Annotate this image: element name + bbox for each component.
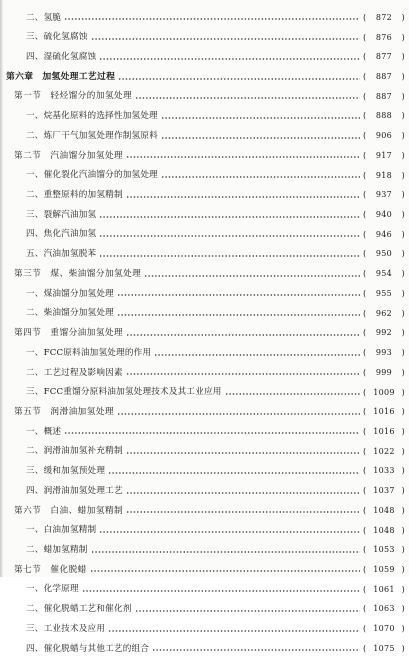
dot-leader bbox=[126, 156, 360, 158]
toc-entry-page-number bbox=[363, 408, 405, 416]
toc-entry-item bbox=[0, 284, 409, 304]
paren-open: ( bbox=[363, 624, 367, 634]
paren-close: ) bbox=[401, 426, 405, 436]
page-number-value: 937 bbox=[375, 190, 393, 200]
dot-leader bbox=[126, 511, 360, 513]
page-number-value: 887 bbox=[375, 72, 393, 82]
toc-entry-page-number bbox=[363, 290, 405, 298]
toc-entry-section bbox=[0, 87, 409, 107]
toc-entry-page-number bbox=[363, 625, 405, 633]
paren-open: ( bbox=[363, 32, 367, 42]
toc-entry-title: 四、催化脱蜡与其他工艺的组合 bbox=[26, 643, 150, 654]
page-number-value: 1048 bbox=[373, 505, 395, 515]
paren-close: ) bbox=[401, 72, 405, 82]
toc-entry-title: 三、裂解汽油加氢 bbox=[26, 209, 97, 220]
toc-entry-title: 二、柴油馏分加氢处理 bbox=[26, 308, 114, 319]
paren-open: ( bbox=[363, 348, 367, 358]
toc-entry-page-number bbox=[363, 389, 405, 397]
paren-close: ) bbox=[401, 348, 405, 358]
dot-leader bbox=[144, 275, 360, 277]
paren-open: ( bbox=[363, 584, 367, 594]
toc-entry-title: 三、工业技术及应用 bbox=[26, 623, 106, 634]
toc-entry-item bbox=[0, 540, 409, 560]
dot-leader bbox=[126, 334, 360, 336]
paren-close: ) bbox=[401, 525, 405, 535]
paren-close: ) bbox=[401, 407, 405, 417]
paren-open: ( bbox=[363, 288, 367, 298]
paren-close: ) bbox=[401, 131, 405, 141]
page-number-value: 917 bbox=[375, 150, 393, 160]
toc-entry-item bbox=[0, 126, 409, 146]
toc-entry-item bbox=[0, 225, 409, 245]
toc-entry-section bbox=[0, 501, 409, 521]
dot-leader bbox=[225, 393, 360, 395]
paren-close: ) bbox=[401, 229, 405, 239]
paren-open: ( bbox=[363, 643, 367, 653]
toc-entry-title: 第三节 煤、柴油馏分加氢处理 bbox=[14, 268, 142, 279]
toc-entry-page-number bbox=[363, 448, 405, 456]
paren-close: ) bbox=[401, 367, 405, 377]
paren-open: ( bbox=[363, 91, 367, 101]
paren-open: ( bbox=[363, 446, 367, 456]
paren-open: ( bbox=[363, 52, 367, 62]
toc-entry-title: 一、FCC原料油加氢处理的作用 bbox=[26, 347, 152, 358]
toc-entry-title: 一、煤油馏分加氢处理 bbox=[26, 288, 114, 299]
dot-leader bbox=[99, 58, 360, 60]
toc-entry-chapter bbox=[0, 67, 409, 87]
toc-entry-page-number bbox=[363, 507, 405, 515]
toc-entry-title: 一、烷基化原料的选择性加氢处理 bbox=[26, 111, 158, 122]
paren-close: ) bbox=[401, 150, 405, 160]
toc-entry-item bbox=[0, 462, 409, 482]
toc-entry-title: 第六节 白油、蜡加氢精制 bbox=[14, 505, 124, 516]
toc-entry-item bbox=[0, 245, 409, 265]
dot-leader bbox=[126, 492, 360, 494]
toc-entry-item bbox=[0, 600, 409, 620]
dot-leader bbox=[99, 531, 360, 533]
toc-entry-title: 一、化学原理 bbox=[26, 584, 79, 595]
dot-leader bbox=[108, 472, 360, 474]
toc-entry-page-number bbox=[363, 566, 405, 574]
toc-entry-title: 第七节 催化脱蜡 bbox=[14, 564, 87, 575]
toc-entry-title: 四、湿硫化氢腐蚀 bbox=[26, 52, 97, 62]
toc-entry-page-number bbox=[363, 645, 405, 653]
paren-close: ) bbox=[401, 446, 405, 456]
toc-entry-item bbox=[0, 205, 409, 225]
page-number-value: 872 bbox=[375, 12, 393, 22]
dot-leader bbox=[161, 117, 360, 119]
toc-entry-page-number bbox=[363, 191, 405, 199]
dot-leader bbox=[82, 590, 360, 592]
toc-entry-page-number bbox=[363, 329, 405, 337]
toc-entry-title: 二、催化脱蜡工艺和催化剂 bbox=[26, 604, 132, 615]
paren-open: ( bbox=[363, 308, 367, 318]
toc-entry-item bbox=[0, 580, 409, 600]
toc-entry-page-number bbox=[363, 349, 405, 357]
paren-open: ( bbox=[363, 426, 367, 436]
toc-entry-title: 第四节 重馏分油加氢处理 bbox=[14, 328, 124, 339]
toc-entry-item bbox=[0, 639, 409, 659]
paren-open: ( bbox=[363, 407, 367, 417]
paren-close: ) bbox=[401, 308, 405, 318]
paren-close: ) bbox=[401, 190, 405, 200]
toc-entry-page-number bbox=[363, 14, 405, 22]
toc-entry-item bbox=[0, 481, 409, 501]
toc-entry-title: 二、重整原料的加氢精制 bbox=[26, 190, 123, 201]
toc-entry-page-number bbox=[363, 53, 405, 61]
paren-close: ) bbox=[401, 545, 405, 555]
paren-close: ) bbox=[401, 387, 405, 397]
dot-leader bbox=[90, 570, 360, 572]
paren-open: ( bbox=[363, 190, 367, 200]
dot-leader bbox=[161, 137, 360, 139]
paren-open: ( bbox=[363, 170, 367, 180]
page-number-value: 906 bbox=[375, 131, 393, 141]
page-number-value: 1037 bbox=[373, 486, 395, 496]
toc-entry-page-number bbox=[363, 73, 405, 81]
page-number-value: 876 bbox=[375, 32, 393, 42]
dot-leader bbox=[99, 216, 360, 218]
page-number-value: 1075 bbox=[373, 643, 395, 653]
toc-entry-item bbox=[0, 442, 409, 462]
paren-open: ( bbox=[363, 564, 367, 574]
toc-entry-title: 三、硫化氢腐蚀 bbox=[26, 32, 88, 43]
paren-open: ( bbox=[363, 505, 367, 515]
paren-open: ( bbox=[363, 269, 367, 279]
toc-entry-title: 第六章 加氢处理工艺过程 bbox=[6, 71, 116, 82]
page-number-value: 1070 bbox=[373, 624, 395, 634]
toc-entry-page-number bbox=[363, 270, 405, 278]
dot-leader bbox=[117, 294, 360, 296]
toc-entry-page-number bbox=[363, 605, 405, 613]
dot-leader bbox=[126, 196, 360, 198]
toc-entry-item bbox=[0, 28, 409, 48]
paren-close: ) bbox=[401, 624, 405, 634]
paren-close: ) bbox=[401, 170, 405, 180]
toc-entry-page-number bbox=[363, 586, 405, 594]
dot-leader bbox=[117, 314, 360, 316]
toc-entry-title: 二、蜡加氢精制 bbox=[26, 544, 88, 555]
paren-open: ( bbox=[363, 229, 367, 239]
paren-open: ( bbox=[363, 249, 367, 259]
toc-entry-item bbox=[0, 383, 409, 403]
toc-entry-title: 二、工艺过程及影响因素 bbox=[26, 367, 123, 378]
page-number-value: 887 bbox=[375, 91, 393, 101]
toc-entry-page-number bbox=[363, 527, 405, 535]
page-number-value: 1033 bbox=[373, 466, 395, 476]
toc-entry-page-number bbox=[363, 172, 405, 180]
dot-leader bbox=[108, 630, 360, 632]
toc-entry-item bbox=[0, 422, 409, 442]
dot-leader bbox=[117, 413, 360, 415]
toc-entry-page-number bbox=[363, 487, 405, 495]
toc-entry-title: 三、缓和加氢预处理 bbox=[26, 466, 106, 477]
toc-entry-title: 一、催化裂化汽油馏分的加氢处理 bbox=[26, 170, 158, 181]
paren-close: ) bbox=[401, 328, 405, 338]
toc-entry-page-number bbox=[363, 34, 405, 42]
dot-leader bbox=[135, 610, 360, 612]
toc-entry-page-number bbox=[363, 211, 405, 219]
toc-entry-page-number bbox=[363, 93, 405, 101]
paren-open: ( bbox=[363, 111, 367, 121]
paren-close: ) bbox=[401, 486, 405, 496]
dot-leader bbox=[64, 18, 360, 20]
toc-entry-item bbox=[0, 521, 409, 541]
page-number-value: 1022 bbox=[373, 446, 395, 456]
page-number-value: 993 bbox=[375, 348, 393, 358]
dot-leader bbox=[135, 97, 360, 99]
toc-entry-title: 第二节 汽油馏分加氢处理 bbox=[14, 150, 124, 161]
toc-entry-item bbox=[0, 304, 409, 324]
toc-entry-item bbox=[0, 363, 409, 383]
toc-entry-item bbox=[0, 8, 409, 28]
page-number-value: 946 bbox=[375, 229, 393, 239]
page-number-value: 1061 bbox=[373, 584, 395, 594]
dot-leader bbox=[91, 551, 360, 553]
page-number-value: 1063 bbox=[373, 604, 395, 614]
toc-entry-page-number bbox=[363, 112, 405, 120]
paren-open: ( bbox=[363, 150, 367, 160]
dot-leader bbox=[126, 373, 360, 375]
paren-close: ) bbox=[401, 111, 405, 121]
page-number-value: 940 bbox=[375, 210, 393, 220]
toc-entry-item bbox=[0, 166, 409, 186]
dot-leader bbox=[118, 78, 360, 80]
toc-entry-item bbox=[0, 107, 409, 127]
toc-entry-title: 二、润滑油加氢补充精制 bbox=[26, 446, 123, 457]
paren-close: ) bbox=[401, 564, 405, 574]
paren-open: ( bbox=[363, 486, 367, 496]
toc-entry-title: 一、概述 bbox=[26, 426, 62, 437]
paren-close: ) bbox=[401, 12, 405, 22]
toc-entry-page-number bbox=[363, 231, 405, 239]
toc-entry-section bbox=[0, 324, 409, 344]
toc-entry-item bbox=[0, 619, 409, 639]
toc-entry-section bbox=[0, 146, 409, 166]
page-number-value: 955 bbox=[375, 288, 393, 298]
paren-close: ) bbox=[401, 210, 405, 220]
paren-open: ( bbox=[363, 545, 367, 555]
paren-open: ( bbox=[363, 466, 367, 476]
toc-entry-page-number bbox=[363, 369, 405, 377]
page-number-value: 918 bbox=[375, 170, 393, 180]
toc-entry-title: 第一节 轻烃馏分的加氢处理 bbox=[14, 91, 133, 102]
page-number-value: 1059 bbox=[373, 564, 395, 574]
page-number-value: 1016 bbox=[373, 407, 395, 417]
paren-open: ( bbox=[363, 328, 367, 338]
dot-leader bbox=[152, 649, 360, 651]
page-number-value: 992 bbox=[375, 328, 393, 338]
page-number-value: 962 bbox=[375, 308, 393, 318]
toc-entry-item bbox=[0, 343, 409, 363]
dot-leader bbox=[99, 255, 360, 257]
paren-open: ( bbox=[363, 387, 367, 397]
dot-leader bbox=[91, 38, 360, 40]
page-number-value: 877 bbox=[375, 52, 393, 62]
page-number-value: 888 bbox=[375, 111, 393, 121]
toc-entry-page-number bbox=[363, 250, 405, 258]
paren-close: ) bbox=[401, 288, 405, 298]
paren-close: ) bbox=[401, 91, 405, 101]
paren-open: ( bbox=[363, 72, 367, 82]
table-of-contents bbox=[0, 8, 409, 659]
toc-entry-item bbox=[0, 47, 409, 67]
paren-open: ( bbox=[363, 367, 367, 377]
paren-open: ( bbox=[363, 12, 367, 22]
paren-open: ( bbox=[363, 131, 367, 141]
page-number-value: 999 bbox=[375, 367, 393, 377]
toc-entry-page-number bbox=[363, 546, 405, 554]
toc-entry-page-number bbox=[363, 467, 405, 475]
dot-leader bbox=[161, 176, 360, 178]
paren-close: ) bbox=[401, 52, 405, 62]
toc-entry-page-number bbox=[363, 152, 405, 160]
page-number-value: 1009 bbox=[373, 387, 395, 397]
toc-entry-page-number bbox=[363, 428, 405, 436]
toc-entry-page-number bbox=[363, 310, 405, 318]
paren-close: ) bbox=[401, 466, 405, 476]
toc-entry-title: 四、焦化汽油加氢 bbox=[26, 229, 97, 240]
dot-leader bbox=[99, 235, 360, 237]
paren-close: ) bbox=[401, 249, 405, 259]
page-number-value: 950 bbox=[375, 249, 393, 259]
page-number-value: 1048 bbox=[373, 525, 395, 535]
paren-close: ) bbox=[401, 643, 405, 653]
paren-open: ( bbox=[363, 604, 367, 614]
paren-open: ( bbox=[363, 210, 367, 220]
toc-entry-title: 三、FCC重馏分原料油加氢处理技术及其工业应用 bbox=[26, 387, 222, 398]
page-number-value: 1016 bbox=[373, 426, 395, 436]
toc-entry-title: 五、汽油加氢脱苯 bbox=[26, 249, 97, 260]
toc-entry-title: 二、氢脆 bbox=[26, 12, 62, 23]
toc-entry-section bbox=[0, 264, 409, 284]
toc-entry-title: 第五节 润滑油加氢处理 bbox=[14, 406, 115, 417]
paren-open: ( bbox=[363, 525, 367, 535]
page-number-value: 954 bbox=[375, 269, 393, 279]
paren-close: ) bbox=[401, 32, 405, 42]
page-number-value: 1053 bbox=[373, 545, 395, 555]
toc-entry-section bbox=[0, 402, 409, 422]
paren-close: ) bbox=[401, 584, 405, 594]
toc-entry-title: 二、炼厂干气加氢处理作制氢原料 bbox=[26, 130, 158, 141]
dot-leader bbox=[126, 452, 360, 454]
toc-entry-item bbox=[0, 185, 409, 205]
toc-entry-title: 一、白油加氢精制 bbox=[26, 525, 97, 536]
toc-entry-page-number bbox=[363, 132, 405, 140]
toc-entry-title: 四、润滑油加氢处理工艺 bbox=[26, 485, 123, 496]
paren-close: ) bbox=[401, 505, 405, 515]
dot-leader bbox=[64, 432, 360, 434]
paren-close: ) bbox=[401, 269, 405, 279]
paren-close: ) bbox=[401, 604, 405, 614]
dot-leader bbox=[154, 354, 360, 356]
